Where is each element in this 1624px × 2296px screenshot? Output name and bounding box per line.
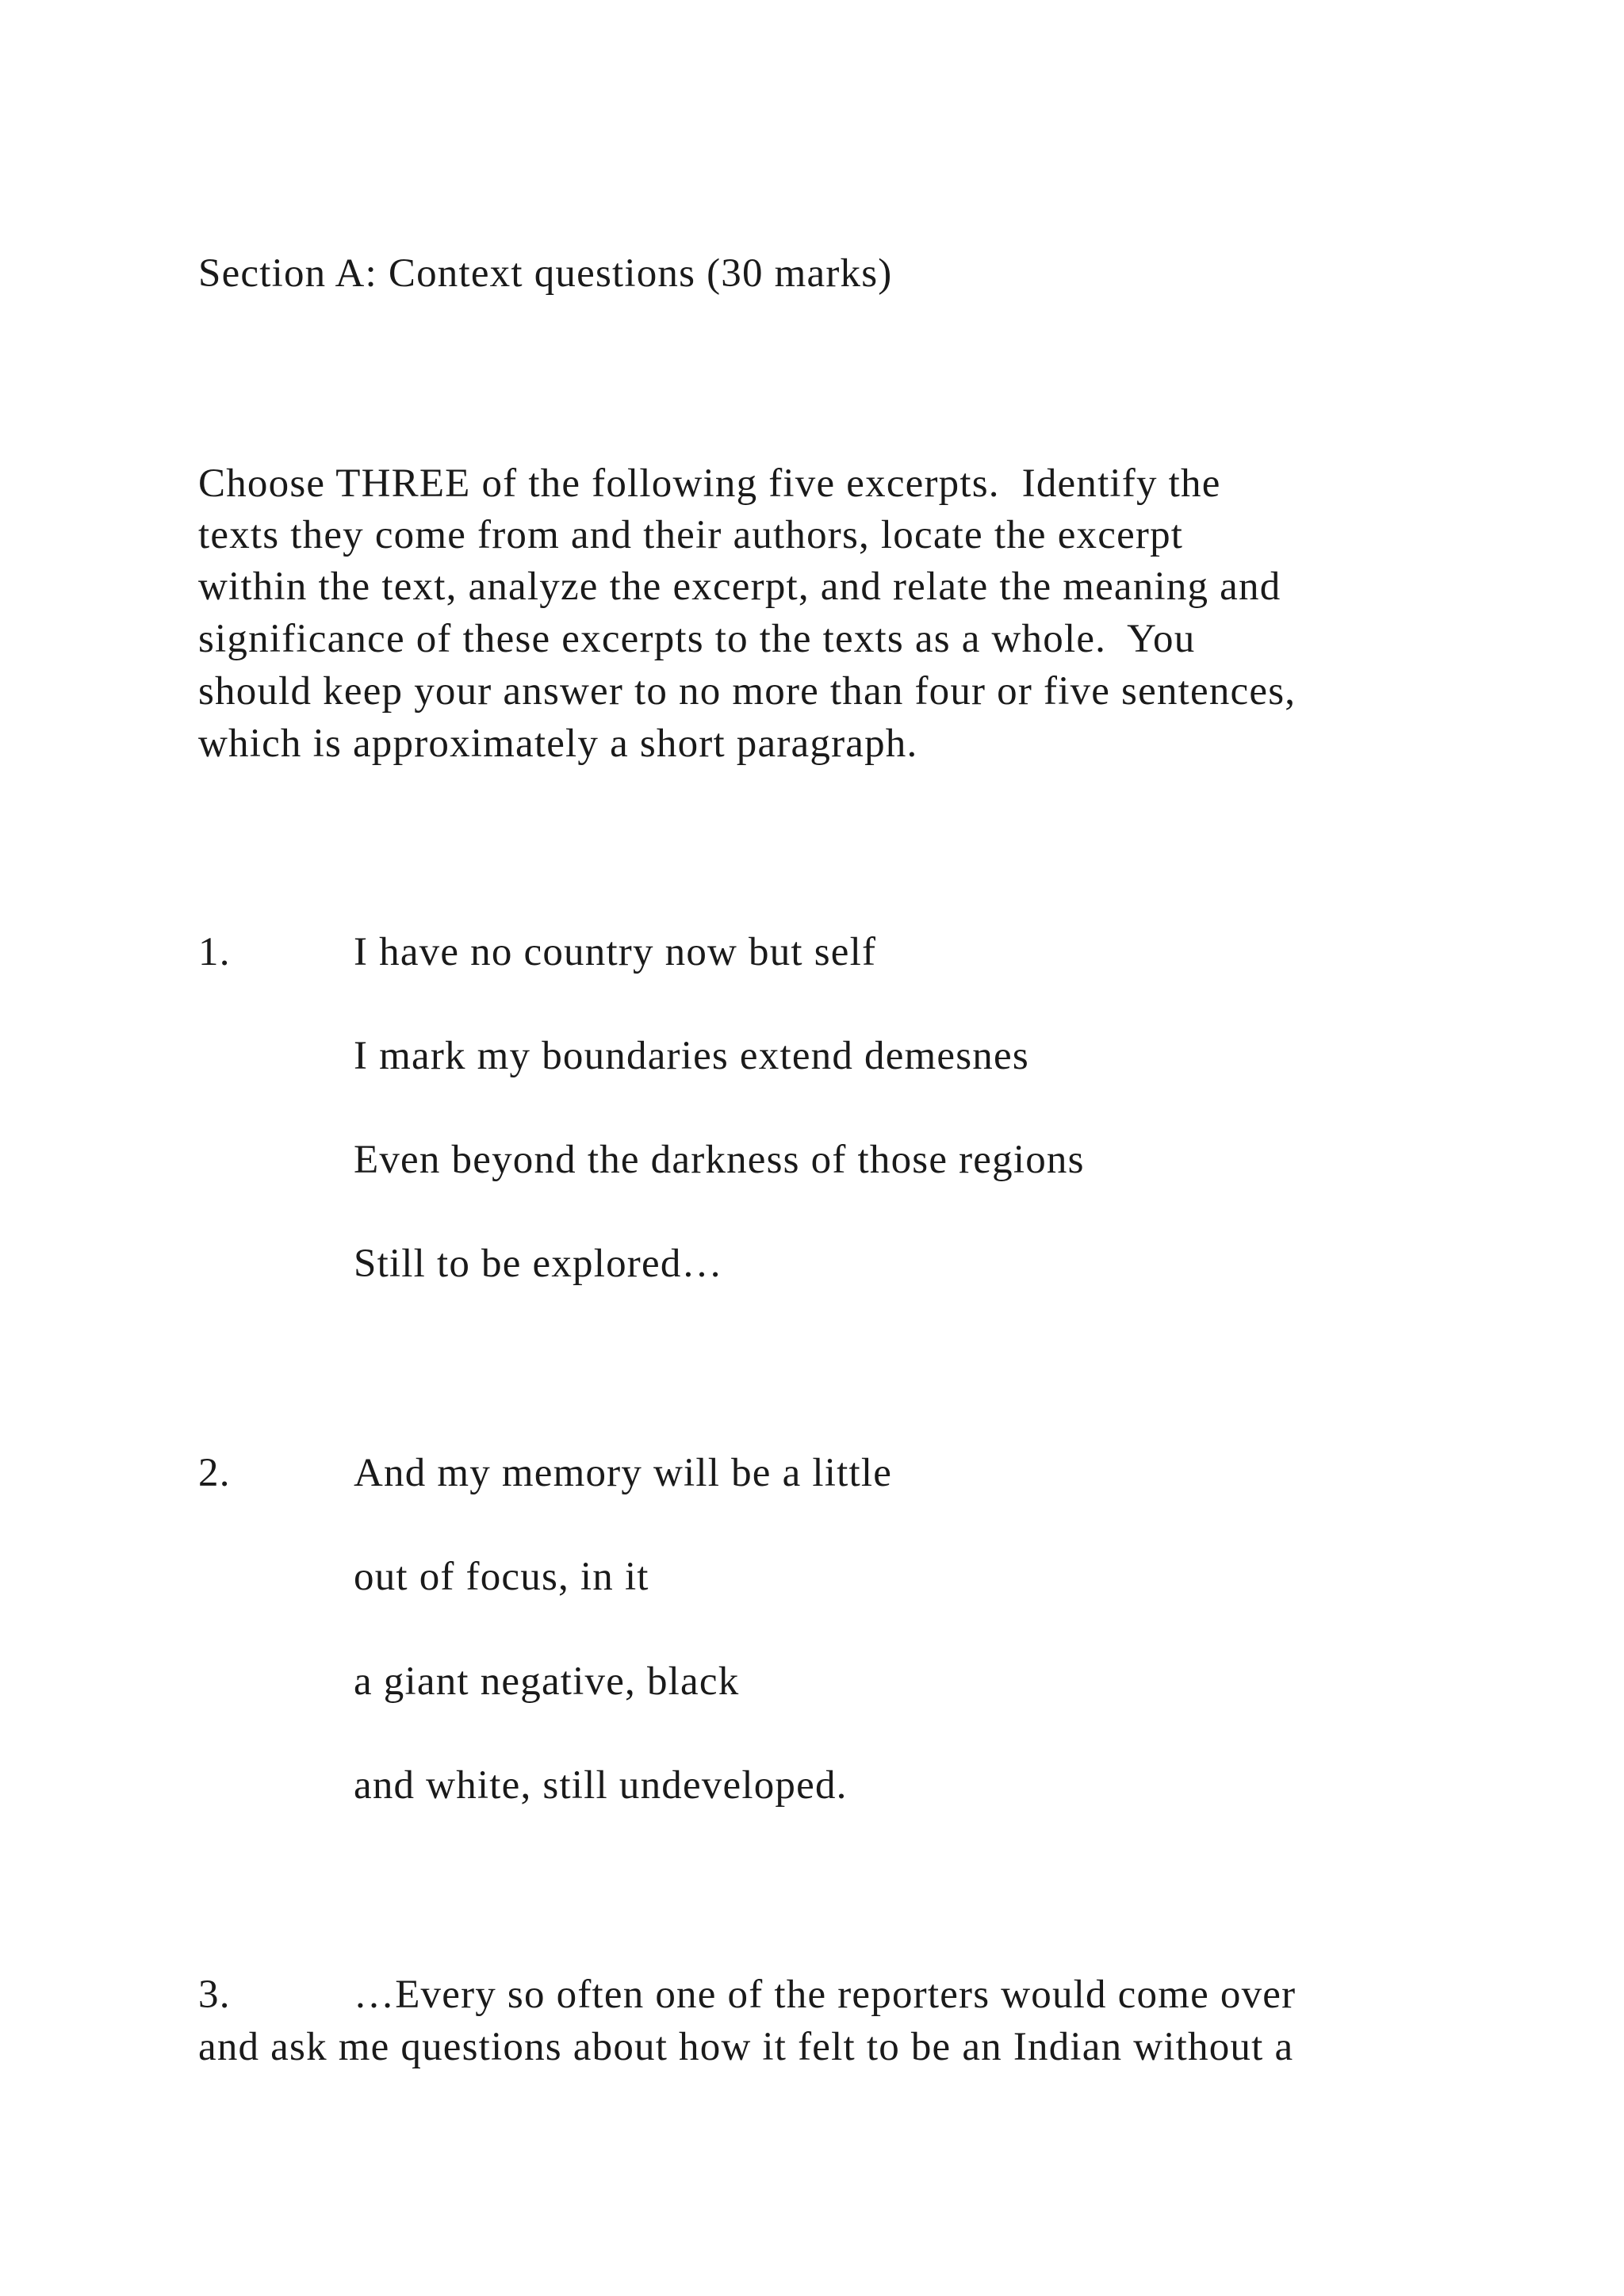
excerpt-line: out of focus, in it <box>354 1555 649 1599</box>
instructions-line: Choose THREE of the following five excerpts. Identify the <box>198 461 1221 506</box>
excerpt-line: and ask me questions about how it felt to be an Indian without a <box>198 2025 1294 2069</box>
instructions-line: significance of these excerpts to the texts as a whole. You <box>198 617 1196 661</box>
excerpt-line: Even beyond the darkness of those regions <box>354 1138 1085 1182</box>
instructions-line: which is approximately a short paragraph. <box>198 721 918 766</box>
instructions-line: within the text, analyze the excerpt, and relate the meaning and <box>198 564 1281 609</box>
excerpt-number: 1. <box>198 930 231 974</box>
section-heading: Section A: Context questions (30 marks) <box>198 251 893 296</box>
excerpt-line: And my memory will be a little <box>354 1451 893 1495</box>
excerpt-number: 3. <box>198 1973 231 2017</box>
excerpt-number: 2. <box>198 1451 231 1495</box>
excerpt-line: …Every so often one of the reporters would come over <box>354 1973 1297 2017</box>
excerpt-line: Still to be explored… <box>354 1242 723 1286</box>
excerpt-line: I mark my boundaries extend demesnes <box>354 1034 1029 1078</box>
instructions-line: texts they come from and their authors, locate the excerpt <box>198 513 1184 557</box>
excerpt-line: I have no country now but self <box>354 930 877 974</box>
instructions-line: should keep your answer to no more than four or five sentences, <box>198 669 1297 714</box>
excerpt-line: a giant negative, black <box>354 1659 740 1704</box>
excerpt-line: and white, still undeveloped. <box>354 1763 848 1808</box>
